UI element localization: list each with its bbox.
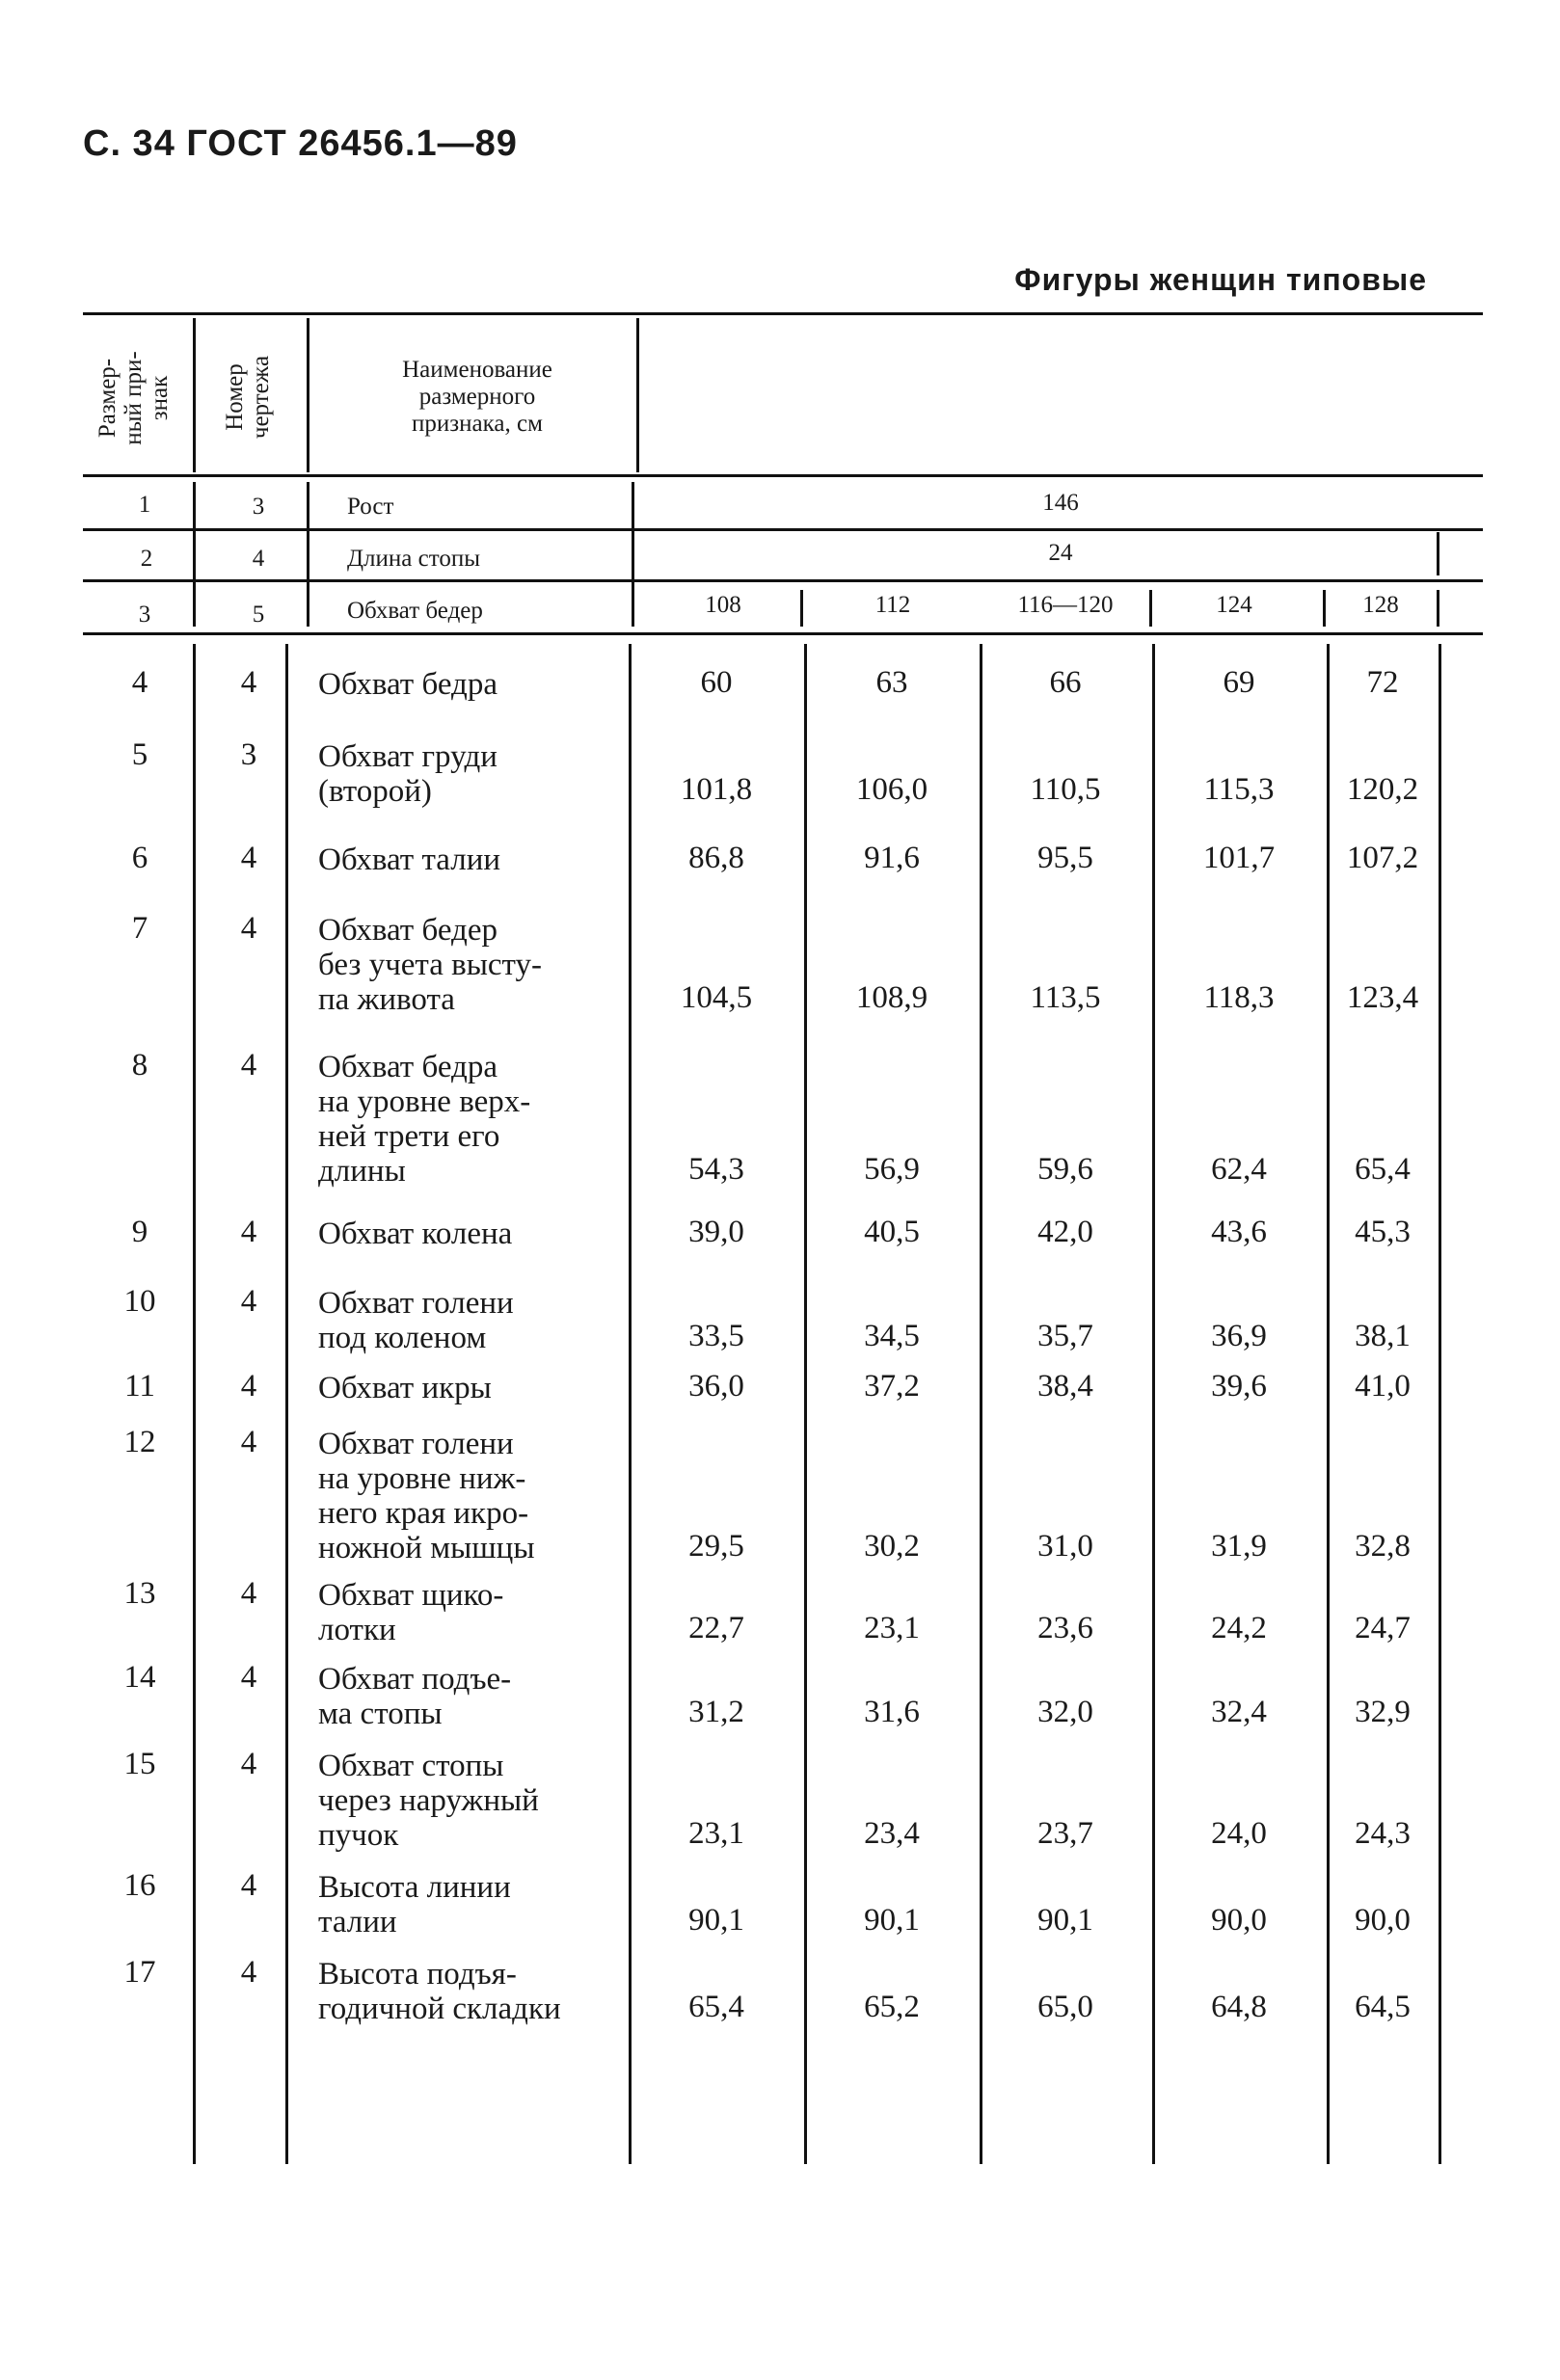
row-value: 123,4	[1346, 980, 1419, 1015]
vrule-b4	[804, 644, 807, 2164]
row-value: 62,4	[1211, 1152, 1267, 1187]
row-value: 107,2	[1346, 841, 1419, 875]
row-number: 14	[123, 1660, 156, 1695]
rule-row2	[83, 579, 1483, 582]
vrule-h1	[193, 318, 196, 472]
rule-header-bottom	[83, 474, 1483, 477]
row-value: 38,1	[1355, 1319, 1411, 1353]
row-drawing-number: 4	[240, 1425, 257, 1459]
row-value: 66	[1049, 665, 1082, 700]
row-number: 11	[124, 1369, 155, 1404]
row-value: 23,6	[1037, 1611, 1093, 1645]
row-value: 24,0	[1211, 1816, 1267, 1851]
row-value: 42,0	[1037, 1215, 1093, 1249]
row-drawing-number: 4	[240, 665, 257, 700]
row3-size-value: 108	[705, 592, 741, 618]
row3-size-value: 128	[1362, 592, 1399, 618]
row2-value: 24	[1048, 540, 1073, 566]
row-value: 32,9	[1355, 1695, 1411, 1729]
row-value: 115,3	[1203, 772, 1275, 807]
rule-row1	[83, 528, 1483, 531]
row-number: 6	[131, 841, 148, 875]
row-value: 101,7	[1202, 841, 1276, 875]
row-value: 29,5	[688, 1529, 744, 1564]
row-value: 64,8	[1211, 1990, 1267, 2024]
vrule-b3	[629, 644, 632, 2164]
row-drawing-number: 3	[240, 737, 257, 772]
row-value: 39,6	[1211, 1369, 1267, 1404]
row-value: 23,7	[1037, 1816, 1093, 1851]
row-drawing-number: 4	[240, 1284, 257, 1319]
row-value: 23,4	[864, 1816, 920, 1851]
row-value: 63	[875, 665, 908, 700]
row-value: 56,9	[864, 1152, 920, 1187]
row-value: 41,0	[1355, 1369, 1411, 1404]
vrule-r3d	[1437, 590, 1439, 627]
row-drawing-number: 4	[240, 1369, 257, 1404]
row-value: 64,5	[1355, 1990, 1411, 2024]
row1-drawing: 3	[252, 494, 265, 520]
row-number: 16	[123, 1868, 156, 1903]
row-value: 31,9	[1211, 1529, 1267, 1564]
vrule-b2	[285, 644, 288, 2164]
row-value: 23,1	[864, 1611, 920, 1645]
row-feature-name: Обхват подъе- ма стопы	[318, 1662, 512, 1731]
header-col-drawing-number: Номер чертежа	[222, 355, 274, 440]
vrule-b1	[193, 644, 196, 2164]
row-value: 37,2	[864, 1369, 920, 1404]
row-value: 120,2	[1346, 772, 1419, 807]
row-value: 91,6	[864, 841, 920, 875]
row1-value: 146	[1042, 490, 1079, 516]
row-number: 8	[131, 1048, 148, 1083]
row-value: 59,6	[1037, 1152, 1093, 1187]
row-value: 43,6	[1211, 1215, 1267, 1249]
row-drawing-number: 4	[240, 1048, 257, 1083]
rule-row3	[83, 632, 1483, 635]
row-value: 36,0	[688, 1369, 744, 1404]
row-value: 34,5	[864, 1319, 920, 1353]
row-feature-name: Обхват икры	[318, 1371, 492, 1405]
row-number: 9	[131, 1215, 148, 1249]
vrule-r3b	[1149, 590, 1152, 627]
header-col-feature-name: Наименование размерного признака, см	[402, 357, 552, 437]
row-value: 24,2	[1211, 1611, 1267, 1645]
row-value: 22,7	[688, 1611, 744, 1645]
row-drawing-number: 4	[240, 1576, 257, 1611]
vrule-h3	[636, 318, 639, 472]
row-value: 65,4	[1355, 1152, 1411, 1187]
row2-drawing: 4	[252, 546, 265, 572]
row-value: 95,5	[1037, 841, 1093, 875]
row-number: 17	[123, 1955, 156, 1990]
row-value: 32,4	[1211, 1695, 1267, 1729]
row-value: 60	[700, 665, 733, 700]
row-drawing-number: 4	[240, 841, 257, 875]
row2-num: 2	[140, 546, 153, 572]
vrule-b6	[1152, 644, 1155, 2164]
row-value: 23,1	[688, 1816, 744, 1851]
row-drawing-number: 4	[240, 1215, 257, 1249]
row-feature-name: Обхват груди (второй)	[318, 739, 498, 809]
row3-drawing: 5	[252, 602, 265, 628]
row-value: 54,3	[688, 1152, 744, 1187]
vrule-t4	[1437, 532, 1439, 575]
row-value: 108,9	[855, 980, 928, 1015]
vrule-b5	[980, 644, 982, 2164]
row-value: 65,0	[1037, 1990, 1093, 2024]
row-value: 90,1	[864, 1903, 920, 1938]
row3-size-value: 112	[874, 592, 911, 618]
row-value: 65,4	[688, 1990, 744, 2024]
row-number: 15	[123, 1747, 156, 1781]
row3-num: 3	[138, 602, 151, 628]
row-drawing-number: 4	[240, 1660, 257, 1695]
row1-name: Рост	[347, 494, 394, 520]
row1-num: 1	[138, 492, 151, 518]
row-number: 7	[131, 911, 148, 946]
row3-name: Обхват бедер	[347, 598, 483, 624]
vrule-t3	[632, 482, 634, 627]
vrule-r3c	[1323, 590, 1326, 627]
row-feature-name: Обхват талии	[318, 842, 501, 877]
row-feature-name: Обхват бедра	[318, 667, 498, 702]
row-value: 90,1	[1037, 1903, 1093, 1938]
table-caption: Фигуры женщин типовые	[1014, 262, 1427, 297]
vrule-t1	[193, 482, 196, 627]
row-value: 65,2	[864, 1990, 920, 2024]
row-value: 24,3	[1355, 1816, 1411, 1851]
row-value: 90,0	[1211, 1903, 1267, 1938]
row-value: 106,0	[855, 772, 928, 807]
row-value: 31,6	[864, 1695, 920, 1729]
row-number: 10	[123, 1284, 156, 1319]
row-value: 32,0	[1037, 1695, 1093, 1729]
row-feature-name: Обхват голени под коленом	[318, 1286, 514, 1355]
row-value: 35,7	[1037, 1319, 1093, 1353]
row-value: 113,5	[1030, 980, 1101, 1015]
row-number: 5	[131, 737, 148, 772]
row-feature-name: Высота линии талии	[318, 1870, 511, 1939]
row-drawing-number: 4	[240, 911, 257, 946]
row-value: 90,0	[1355, 1903, 1411, 1938]
row-feature-name: Обхват бедер без учета высту- па живота	[318, 913, 543, 1017]
row-drawing-number: 4	[240, 1747, 257, 1781]
row-value: 86,8	[688, 841, 744, 875]
row2-name: Длина стопы	[347, 546, 481, 572]
row-feature-name: Обхват бедра на уровне верх- ней трети его длины	[318, 1050, 531, 1189]
vrule-t2	[307, 482, 309, 627]
row-value: 90,1	[688, 1903, 744, 1938]
row-value: 24,7	[1355, 1611, 1411, 1645]
row-value: 31,2	[688, 1695, 744, 1729]
row3-size-value: 124	[1216, 592, 1252, 618]
row-value: 36,9	[1211, 1319, 1267, 1353]
page-header: С. 34 ГОСТ 26456.1—89	[83, 123, 518, 164]
header-col-size-feature: Размер- ный при- знак	[94, 351, 173, 445]
row-value: 104,5	[680, 980, 753, 1015]
row-value: 40,5	[864, 1215, 920, 1249]
row-number: 12	[123, 1425, 156, 1459]
row-value: 33,5	[688, 1319, 744, 1353]
row-number: 13	[123, 1576, 156, 1611]
rule-top	[83, 312, 1483, 315]
row-value: 72	[1366, 665, 1399, 700]
row-feature-name: Обхват голени на уровне ниж- него края икро- ножной мышцы	[318, 1427, 535, 1565]
row-drawing-number: 4	[240, 1955, 257, 1990]
row-value: 38,4	[1037, 1369, 1093, 1404]
row-value: 39,0	[688, 1215, 744, 1249]
row-value: 32,8	[1355, 1529, 1411, 1564]
row-value: 69	[1223, 665, 1255, 700]
row-drawing-number: 4	[240, 1868, 257, 1903]
row-value: 31,0	[1037, 1529, 1093, 1564]
row-feature-name: Высота подъя- годичной складки	[318, 1957, 561, 2026]
row-feature-name: Обхват щико- лотки	[318, 1578, 504, 1647]
row-value: 30,2	[864, 1529, 920, 1564]
row-feature-name: Обхват стопы через наружный пучок	[318, 1749, 539, 1853]
row-value: 110,5	[1030, 772, 1101, 807]
row-number: 4	[131, 665, 148, 700]
row-value: 45,3	[1355, 1215, 1411, 1249]
vrule-r3a	[800, 590, 803, 627]
row3-size-value: 116—120	[1017, 592, 1114, 618]
row-value: 101,8	[680, 772, 753, 807]
row-value: 118,3	[1203, 980, 1275, 1015]
vrule-h2	[307, 318, 309, 472]
row-feature-name: Обхват колена	[318, 1217, 513, 1251]
